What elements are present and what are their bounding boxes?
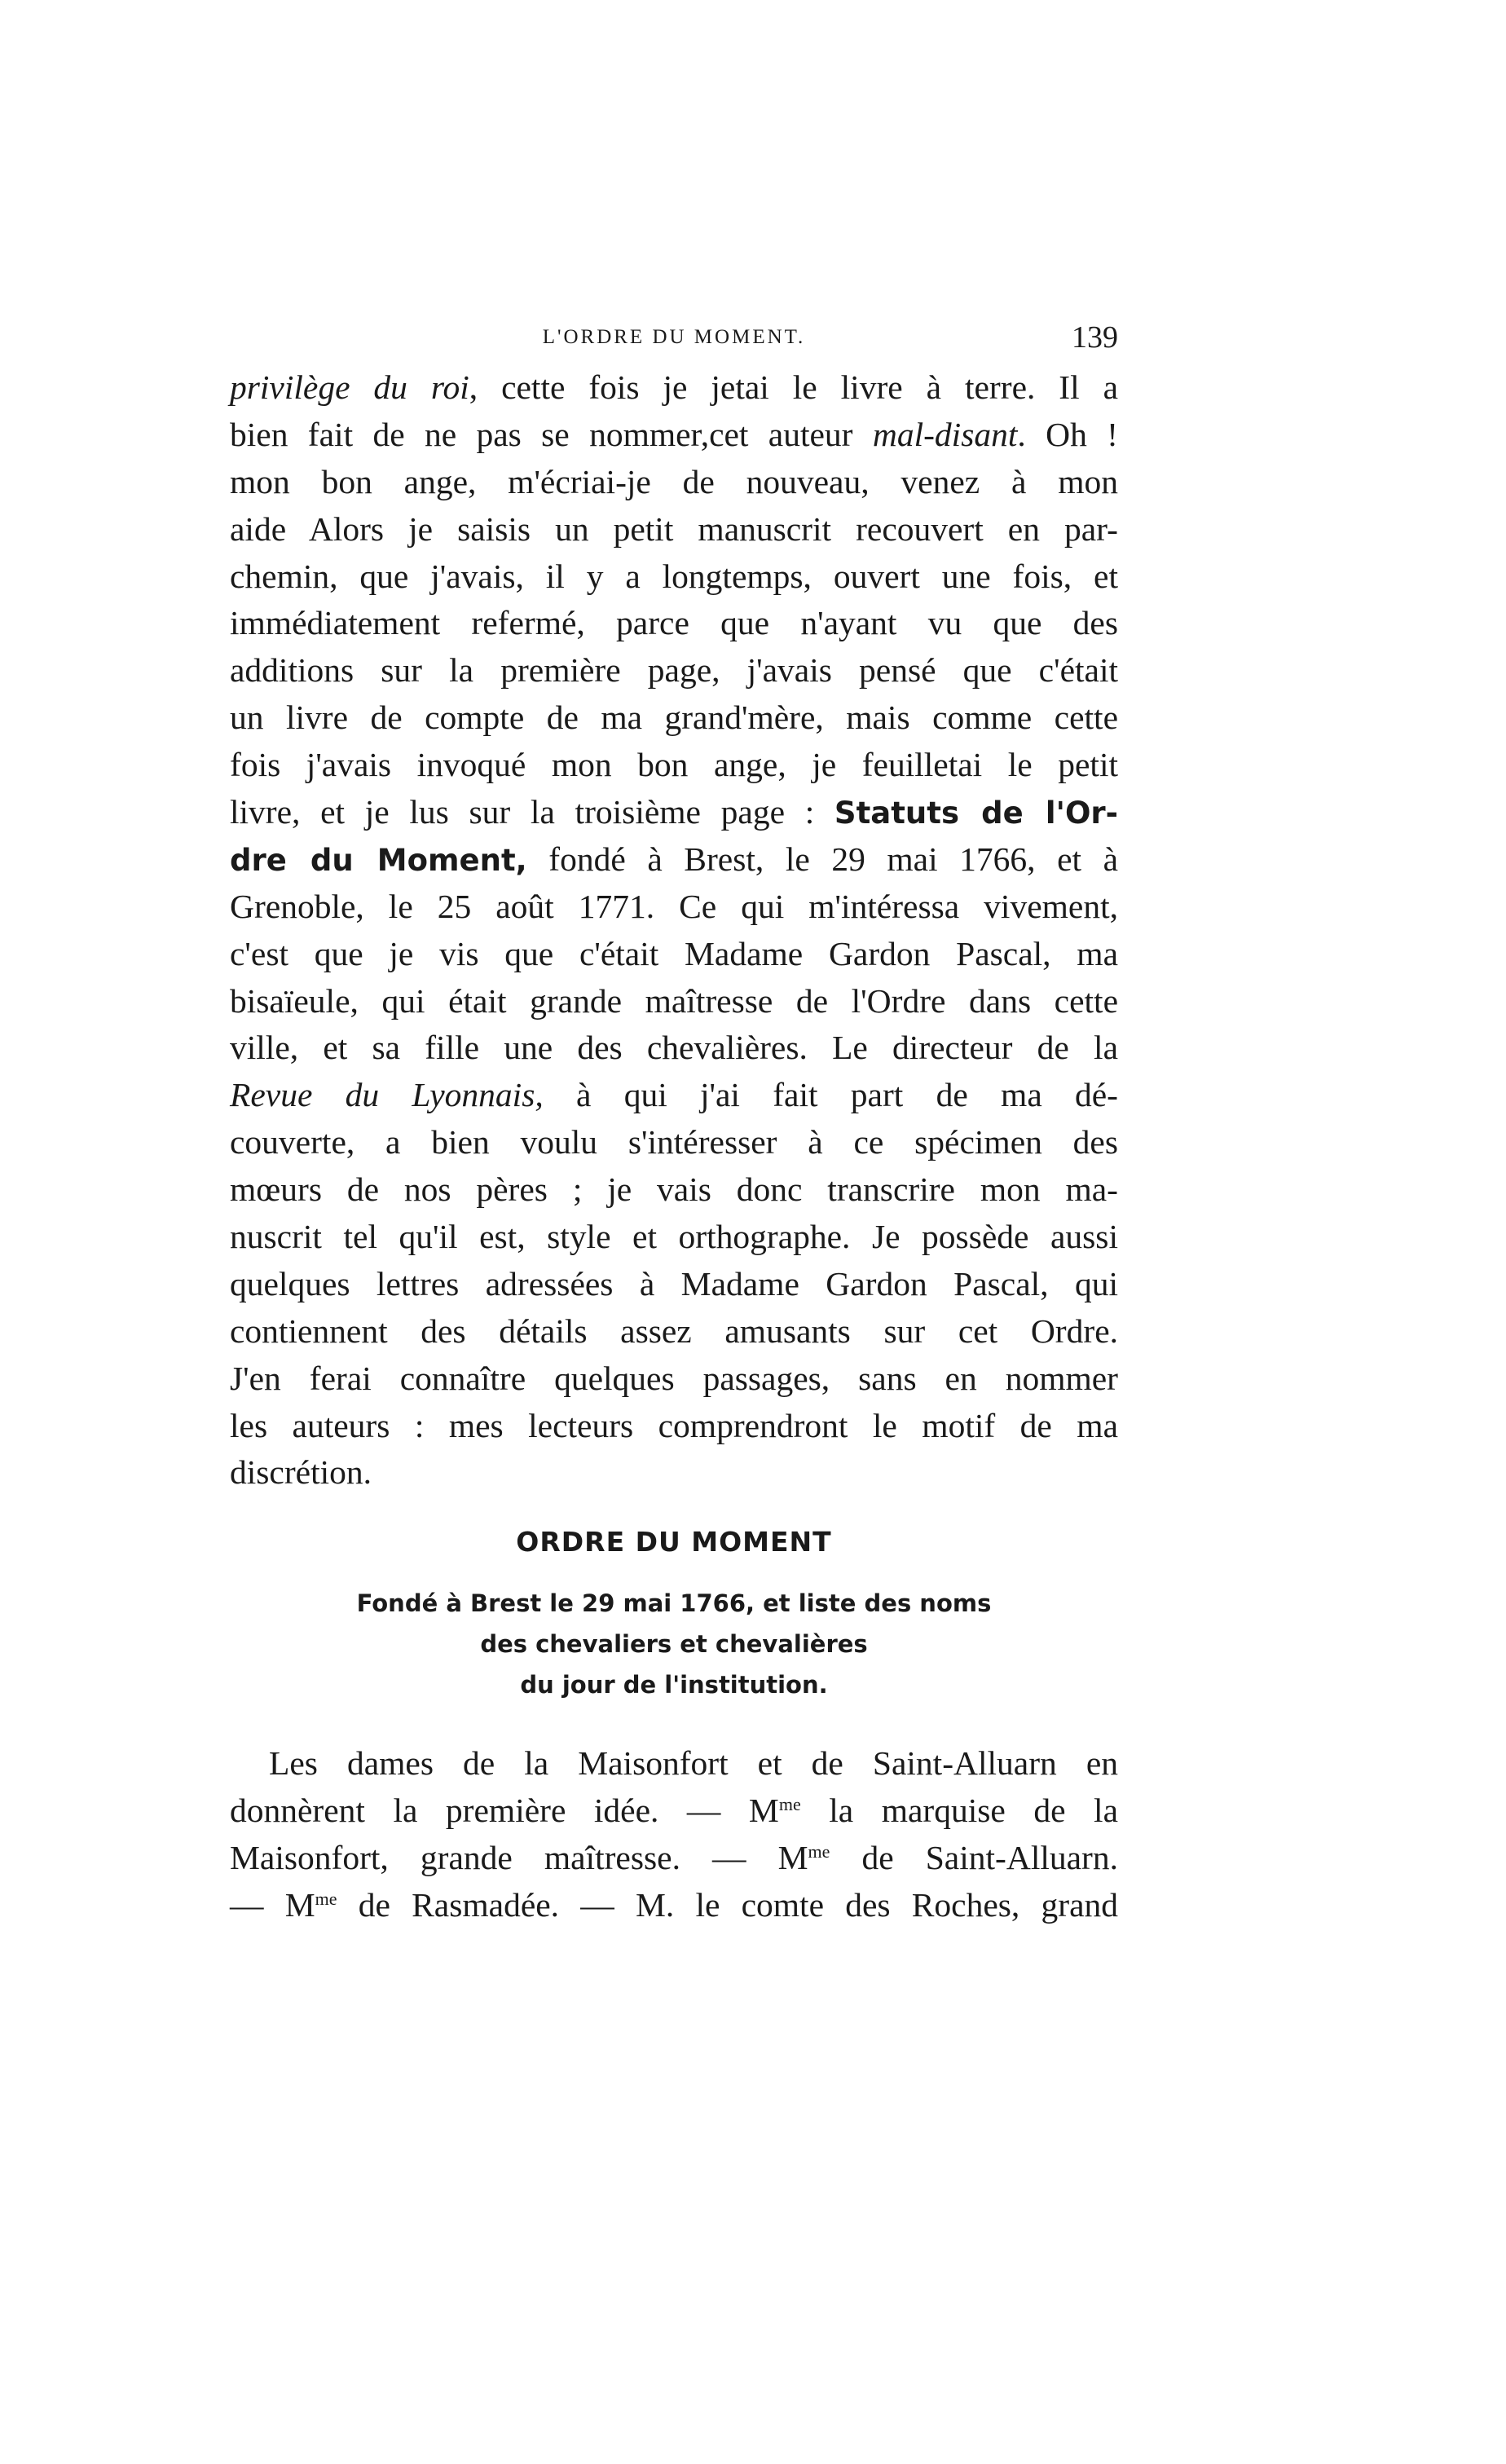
text-line bbox=[230, 1882, 1118, 1929]
text-line bbox=[230, 1072, 1118, 1119]
text-line: aide Alors je saisis un petit manuscrit recouvert en par- bbox=[230, 509, 1118, 548]
text-run: de Saint-Alluarn. bbox=[830, 1838, 1119, 1876]
text-run: donnèrent la première idée. — M bbox=[230, 1791, 779, 1829]
text-line: bisaïeule, qui était grande maîtresse de l'Ordre dans cette bbox=[230, 981, 1118, 1020]
text-line bbox=[230, 1787, 1118, 1835]
text-line: c'est que je vis que c'était Madame Gardon Pascal, ma bbox=[230, 934, 1118, 972]
running-title: L'ORDRE DU MOMENT. bbox=[542, 326, 806, 348]
section-subheading bbox=[230, 1583, 1118, 1705]
text-run: fondé à Brest, le 29 mai 1766, et à bbox=[526, 840, 1119, 878]
text-run: Maisonfort, grande maîtresse. — M bbox=[230, 1838, 808, 1876]
text-line: ville, et sa fille une des chevalières. Le directeur de la bbox=[230, 1029, 1118, 1067]
text-line: Les dames de la Maisonfort et de Saint-Alluarn en bbox=[269, 1744, 1118, 1782]
text-run: bien fait de ne pas se nommer,cet auteur bbox=[230, 415, 873, 453]
text-line bbox=[230, 836, 1118, 884]
page-number: 139 bbox=[1072, 320, 1118, 355]
text-line: chemin, que j'avais, il y a longtemps, ouvert une fois, et bbox=[230, 557, 1118, 595]
text-line: J'en ferai connaître quelques passages, sans en nommer bbox=[230, 1359, 1118, 1397]
italic-phrase: mal-disant bbox=[872, 415, 1018, 453]
italic-phrase: privilège du roi bbox=[230, 368, 469, 406]
superscript: me bbox=[808, 1840, 830, 1862]
text-run: à qui j'ai fait part de ma dé- bbox=[543, 1076, 1118, 1114]
text-line: mon bon ange, m'écriai-je de nouveau, venez à mon bbox=[230, 462, 1118, 500]
text-line: un livre de compte de ma grand'mère, mais comme cette bbox=[230, 699, 1118, 737]
text-line: Grenoble, le 25 août 1771. Ce qui m'intéressa vivement, bbox=[230, 887, 1118, 925]
superscript: me bbox=[778, 1793, 801, 1814]
text-run: , cette fois je jetai le livre à terre. Il a bbox=[469, 368, 1118, 406]
text-run: de Rasmadée. — M. le comte des Roches, grand bbox=[337, 1885, 1119, 1924]
paragraph-1 bbox=[230, 364, 1118, 1496]
bold-title: Statuts de l'Or- bbox=[834, 796, 1118, 831]
text-line: les auteurs : mes lecteurs comprendront le motif de ma bbox=[230, 1406, 1118, 1444]
text-line bbox=[230, 789, 1118, 836]
superscript: me bbox=[315, 1888, 337, 1909]
text-run: livre, et je lus sur la troisième page : bbox=[230, 793, 834, 831]
text-line: nuscrit tel qu'il est, style et orthographe. Je possède aussi bbox=[230, 1218, 1118, 1256]
paragraph-2 bbox=[230, 1740, 1118, 1929]
italic-phrase: Revue du Lyonnais, bbox=[230, 1076, 544, 1114]
text-line: mœurs de nos pères ; je vais donc transcrire mon ma- bbox=[230, 1170, 1118, 1209]
running-head bbox=[230, 320, 1118, 355]
text-line bbox=[230, 1835, 1118, 1882]
section-heading: ORDRE DU MOMENT bbox=[516, 1526, 832, 1558]
text-run: la marquise de la bbox=[800, 1791, 1118, 1829]
text-line: immédiatement refermé, parce que n'ayant vu que des bbox=[230, 604, 1118, 642]
subheading-line: des chevaliers et chevalières bbox=[480, 1630, 868, 1658]
text-line: additions sur la première page, j'avais pensé que c'était bbox=[230, 651, 1118, 690]
text-line: couverte, a bien voulu s'intéresser à ce spécimen des bbox=[230, 1123, 1118, 1161]
subheading-line: Fondé à Brest le 29 mai 1766, et liste des noms bbox=[356, 1589, 992, 1617]
text-line: discrétion. bbox=[230, 1453, 372, 1492]
bold-title: dre du Moment, bbox=[230, 842, 527, 878]
text-line bbox=[230, 412, 1118, 459]
text-line bbox=[230, 364, 1118, 412]
text-run: — M bbox=[230, 1885, 315, 1924]
text-line: contiennent des détails assez amusants sur cet Ordre. bbox=[230, 1311, 1118, 1350]
text-line: fois j'avais invoqué mon bon ange, je feuilletai le petit bbox=[230, 746, 1118, 784]
text-run: . Oh ! bbox=[1017, 415, 1118, 453]
text-line: quelques lettres adressées à Madame Gardon Pascal, qui bbox=[230, 1264, 1118, 1303]
subheading-line: du jour de l'institution. bbox=[520, 1671, 828, 1699]
